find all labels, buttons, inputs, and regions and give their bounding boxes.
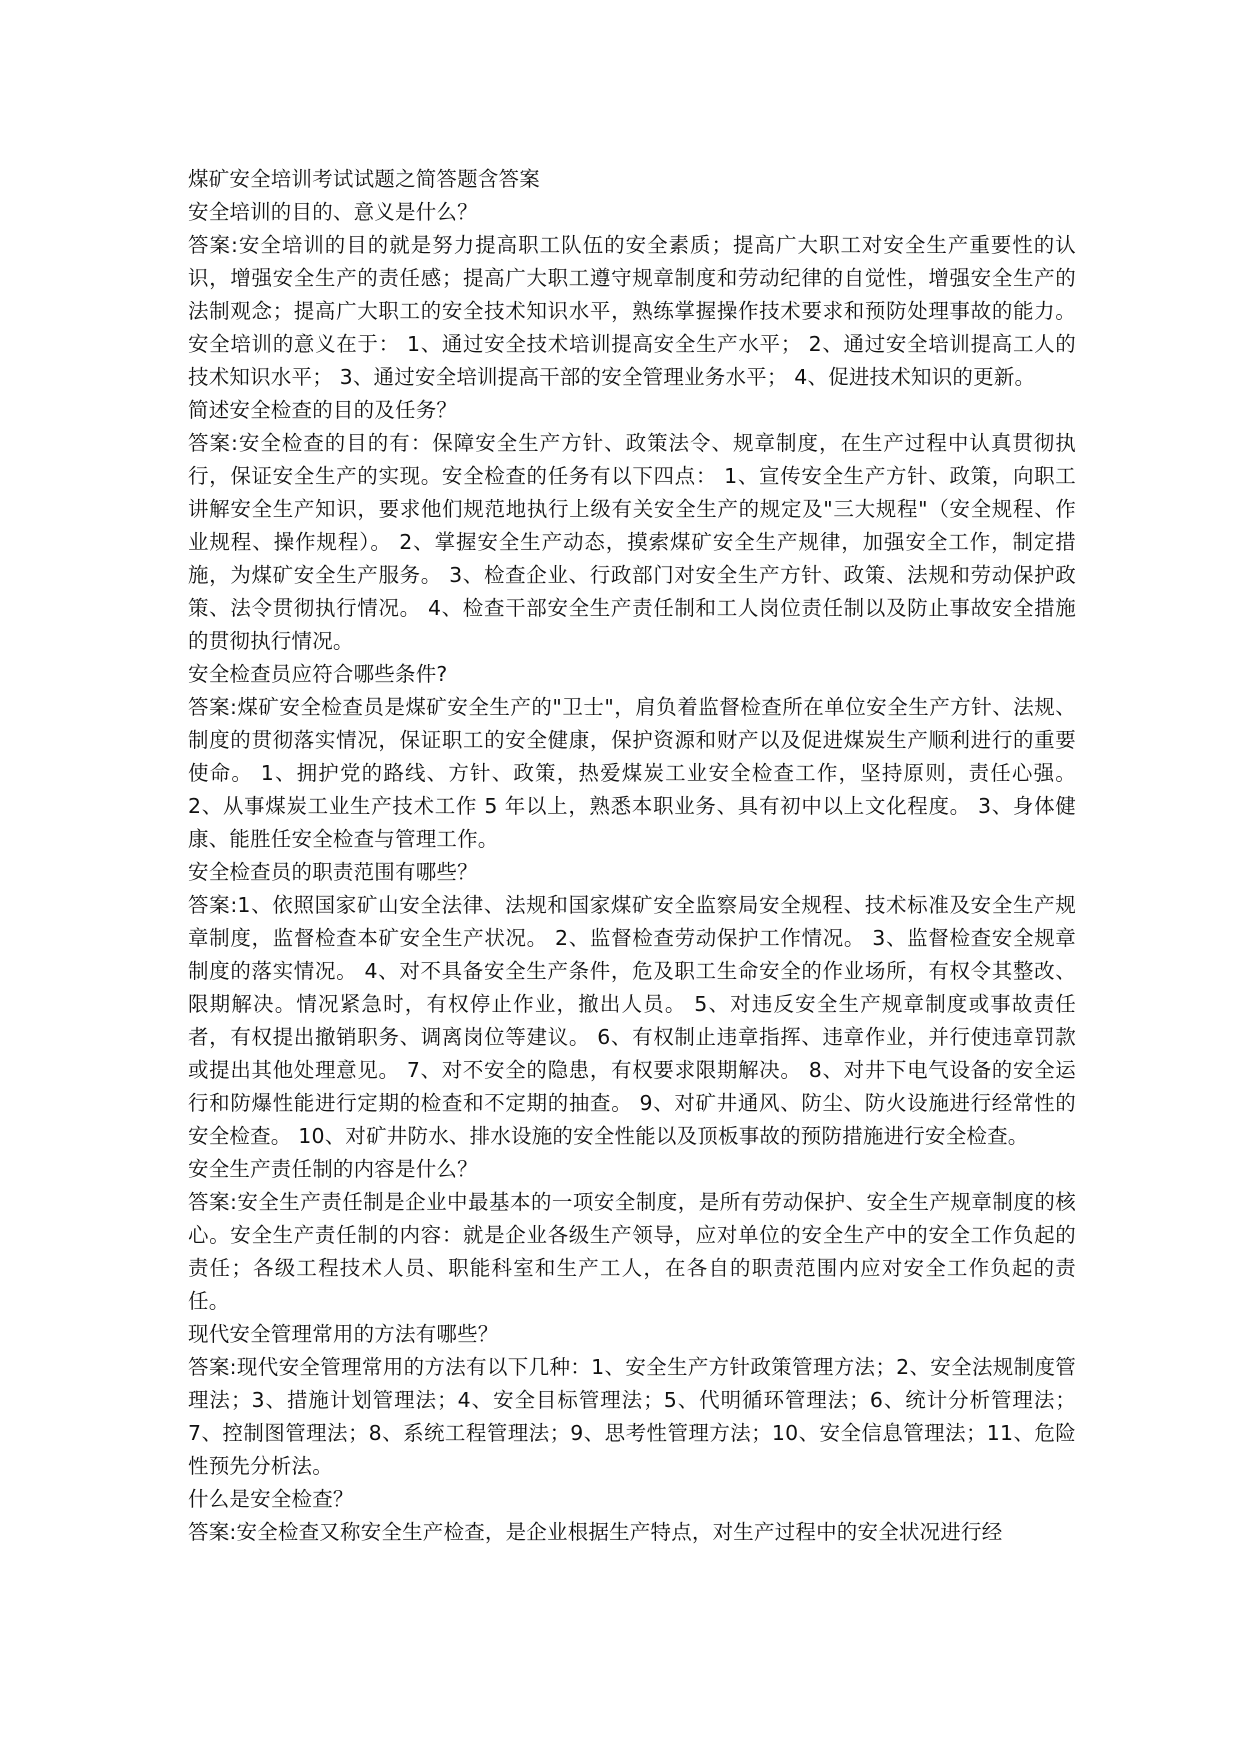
question-text: 安全检查员应符合哪些条件?: [188, 662, 448, 686]
document-page: [188, 163, 1076, 1549]
qa-item: [188, 1318, 1076, 1483]
question-text: 现代安全管理常用的方法有哪些？: [188, 1322, 499, 1346]
question-text: 简述安全检查的目的及任务？: [188, 398, 458, 422]
question-text: 安全生产责任制的内容是什么？: [188, 1157, 478, 1181]
question-text: 安全检查员的职责范围有哪些？: [188, 860, 478, 884]
answer-text: 答案:1、依照国家矿山安全法律、法规和国家煤矿安全监察局安全规程、技术标准及安全生产规章制度，监督检查本矿安全生产状况。 2、监督检查劳动保护工作情况。 3、监督检查安全规章制度的落实情况。 4、对不具备安全生产条件，危及职工生命安全的作业场所，有权令其整改、限期解决。情况紧急时，有权停止作业，撤出人员。 5、对违反安全生产规章制度或事故责任者，有权提出撤销职务、调离岗位等建议。 6、有权制止违章指挥、违章作业，并行使违章罚款或提出其他处理意见。 7、对不安全的隐患，有权要求限期解决。 8、对井下电气设备的安全运行和防爆性能进行定期的检查和不定期的抽查。 9、对矿井通风、防尘、防火设施进行经常性的安全检查。 10、对矿井防水、排水设施的安全性能以及顶板事故的预防措施进行安全检查。: [188, 893, 1076, 1148]
qa-item: [188, 394, 1076, 658]
answer-text: 答案:安全生产责任制是企业中最基本的一项安全制度，是所有劳动保护、安全生产规章制度的核心。安全生产责任制的内容：就是企业各级生产领导，应对单位的安全生产中的安全工作负起的责任；各级工程技术人员、职能科室和生产工人，在各自的职责范围内应对安全工作负起的责任。: [188, 1190, 1076, 1313]
answer-text: 答案:现代安全管理常用的方法有以下几种：1、安全生产方针政策管理方法；2、安全法规制度管理法；3、措施计划管理法；4、安全目标管理法；5、代明循环管理法；6、统计分析管理法；7、控制图管理法；8、系统工程管理法；9、思考性管理方法；10、安全信息管理法；11、危险性预先分析法。: [188, 1355, 1076, 1478]
question-text: 安全培训的目的、意义是什么？: [188, 200, 478, 224]
answer-text: 答案:安全检查又称安全生产检查，是企业根据生产特点，对生产过程中的安全状况进行经: [188, 1520, 1003, 1544]
document-title: 煤矿安全培训考试试题之简答题含答案: [188, 167, 540, 191]
qa-item: [188, 196, 1076, 394]
answer-text: 答案:安全检查的目的有：保障安全生产方针、政策法令、规章制度，在生产过程中认真贯彻执行，保证安全生产的实现。安全检查的任务有以下四点： 1、宣传安全生产方针、政策，向职工讲解安全生产知识，要求他们规范地执行上级有关安全生产的规定及"三大规程"（安全规程、作业规程、操作规程）。 2、掌握安全生产动态，摸索煤矿安全生产规律，加强安全工作，制定措施，为煤矿安全生产服务。 3、检查企业、行政部门对安全生产方针、政策、法规和劳动保护政策、法令贯彻执行情况。 4、检查干部安全生产责任制和工人岗位责任制以及防止事故安全措施的贯彻执行情况。: [188, 431, 1076, 653]
answer-text: 答案:安全培训的目的就是努力提高职工队伍的安全素质；提高广大职工对安全生产重要性的认识，增强安全生产的责任感；提高广大职工遵守规章制度和劳动纪律的自觉性，增强安全生产的法制观念；提高广大职工的安全技术知识水平，熟练掌握操作技术要求和预防处理事故的能力。安全培训的意义在于： 1、通过安全技术培训提高安全生产水平； 2、通过安全培训提高工人的技术知识水平； 3、通过安全培训提高干部的安全管理业务水平； 4、促进技术知识的更新。: [188, 233, 1076, 389]
qa-item: [188, 1483, 1076, 1549]
qa-item: [188, 856, 1076, 1153]
answer-text: 答案:煤矿安全检查员是煤矿安全生产的"卫士"，肩负着监督检查所在单位安全生产方针、法规、制度的贯彻落实情况，保证职工的安全健康，保护资源和财产以及促进煤炭生产顺利进行的重要使命。 1、拥护党的路线、方针、政策，热爱煤炭工业安全检查工作，坚持原则，责任心强。 2、从事煤炭工业生产技术工作 5 年以上，熟悉本职业务、具有初中以上文化程度。 3、身体健康、能胜任安全检查与管理工作。: [188, 695, 1076, 851]
qa-item: [188, 658, 1076, 856]
qa-item: [188, 1153, 1076, 1318]
question-text: 什么是安全检查？: [188, 1487, 354, 1511]
